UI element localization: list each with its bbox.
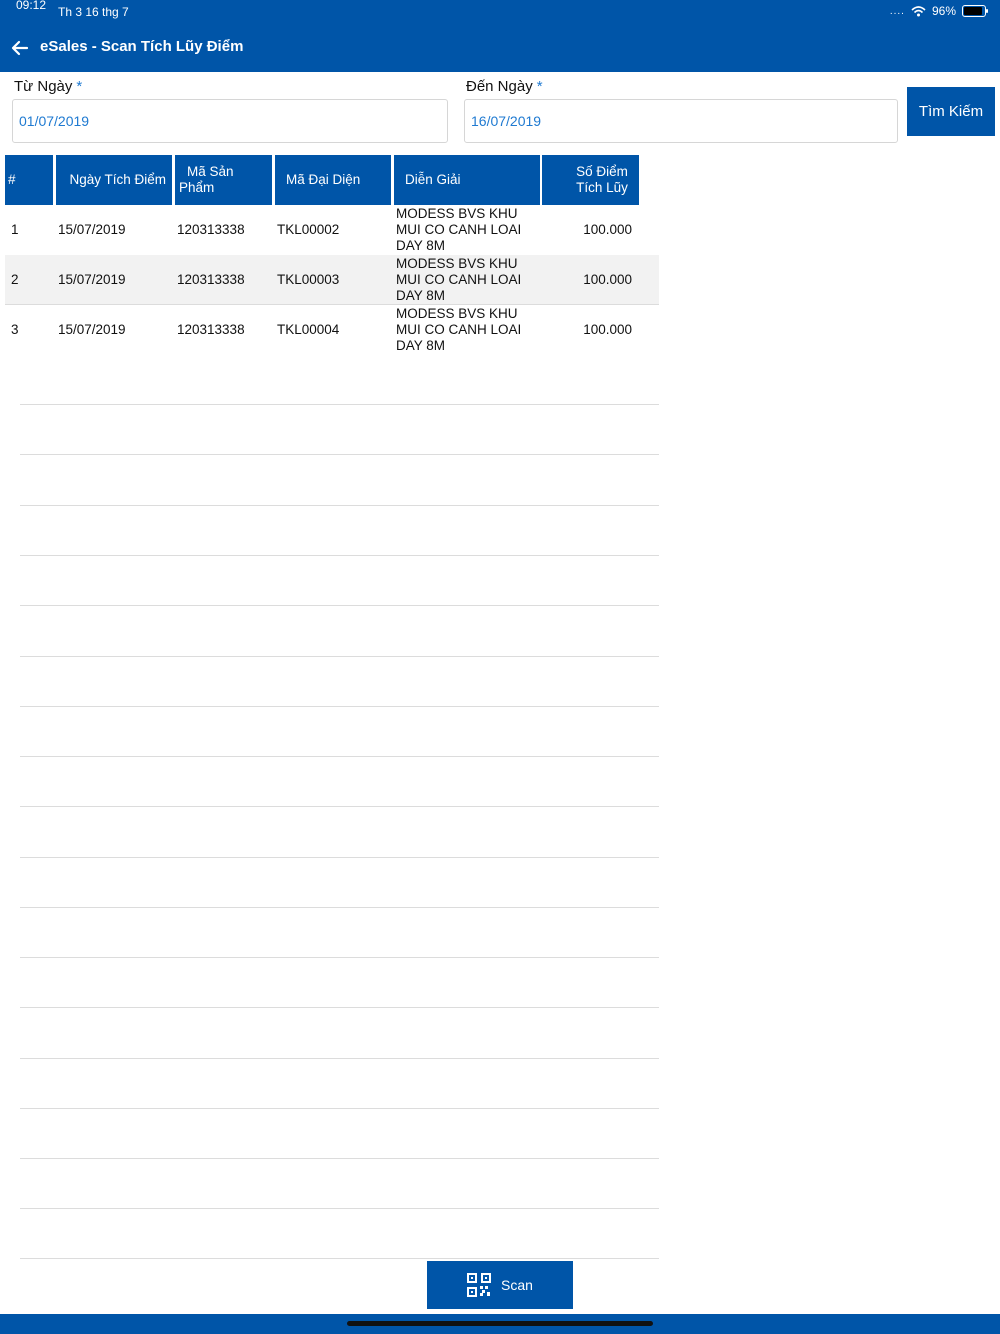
column-header-index: # xyxy=(5,155,53,205)
row-divider xyxy=(20,957,659,958)
required-mark: * xyxy=(536,78,543,95)
row-divider xyxy=(20,505,659,506)
column-header-date: Ngày Tích Điểm xyxy=(56,155,172,205)
search-button[interactable]: Tìm Kiếm xyxy=(907,87,995,136)
cell-description: MODESS BVS KHU MUI CO CANH LOAI DAY 8M xyxy=(396,306,522,353)
row-divider xyxy=(20,605,659,606)
from-date-label xyxy=(14,78,82,95)
required-mark: * xyxy=(76,78,83,95)
status-date: Th 3 16 thg 7 xyxy=(58,5,129,19)
column-header-product-code xyxy=(175,155,272,205)
column-header-points xyxy=(542,155,639,205)
page-title: eSales - Scan Tích Lũy Điểm xyxy=(40,38,244,55)
row-divider xyxy=(20,907,659,908)
row-divider xyxy=(20,454,659,455)
cell-rep-code: TKL00003 xyxy=(277,272,340,287)
row-divider xyxy=(20,1158,659,1159)
row-divider xyxy=(20,706,659,707)
row-divider xyxy=(20,555,659,556)
row-divider xyxy=(20,756,659,757)
from-date-field[interactable] xyxy=(12,99,448,143)
row-divider xyxy=(20,1108,659,1109)
row-divider xyxy=(20,1258,659,1259)
cell-index: 1 xyxy=(11,222,19,237)
row-divider xyxy=(20,1208,659,1209)
app-header xyxy=(0,0,1000,72)
row-divider xyxy=(20,857,659,858)
status-time: 09:12 xyxy=(16,0,47,12)
row-divider xyxy=(20,1058,659,1059)
row-divider xyxy=(5,304,659,305)
battery-icon xyxy=(962,5,986,17)
column-header-points-text: Số Điểm Tích Lũy xyxy=(576,164,628,195)
battery-percent: 96% xyxy=(931,4,956,18)
scan-button[interactable] xyxy=(427,1261,573,1309)
cell-index: 3 xyxy=(11,322,19,337)
cell-date: 15/07/2019 xyxy=(58,222,126,237)
wifi-icon xyxy=(911,6,926,17)
cell-points: 100.000 xyxy=(583,322,632,337)
cell-product-code: 120313338 xyxy=(177,222,245,237)
column-header-description: Diễn Giải xyxy=(394,155,540,205)
signal-dots: .... xyxy=(889,5,905,17)
column-header-product-code-text: Mã Sản Phẩm xyxy=(179,164,234,195)
qr-code-icon xyxy=(467,1273,491,1297)
home-indicator[interactable] xyxy=(347,1321,653,1326)
row-divider xyxy=(20,1007,659,1008)
cell-date: 15/07/2019 xyxy=(58,322,126,337)
cell-product-code: 120313338 xyxy=(177,322,245,337)
cell-points: 100.000 xyxy=(583,272,632,287)
row-divider xyxy=(20,404,659,405)
cell-rep-code: TKL00002 xyxy=(277,222,340,237)
cell-date: 15/07/2019 xyxy=(58,272,126,287)
from-date-label-text: Từ Ngày xyxy=(14,78,73,95)
column-header-rep-code: Mã Đại Diện xyxy=(275,155,391,205)
cell-product-code: 120313338 xyxy=(177,272,245,287)
to-date-label xyxy=(466,78,543,95)
cell-description: MODESS BVS KHU MUI CO CANH LOAI DAY 8M xyxy=(396,206,522,253)
to-date-label-text: Đến Ngày xyxy=(466,78,533,95)
scan-button-label: Scan xyxy=(501,1277,533,1293)
cell-rep-code: TKL00004 xyxy=(277,322,340,337)
cell-points: 100.000 xyxy=(583,222,632,237)
cell-index: 2 xyxy=(11,272,19,287)
back-arrow-icon[interactable] xyxy=(10,38,30,58)
status-indicators xyxy=(890,4,986,18)
cell-description: MODESS BVS KHU MUI CO CANH LOAI DAY 8M xyxy=(396,256,522,303)
row-divider xyxy=(20,656,659,657)
row-divider xyxy=(20,806,659,807)
to-date-field[interactable] xyxy=(464,99,898,143)
